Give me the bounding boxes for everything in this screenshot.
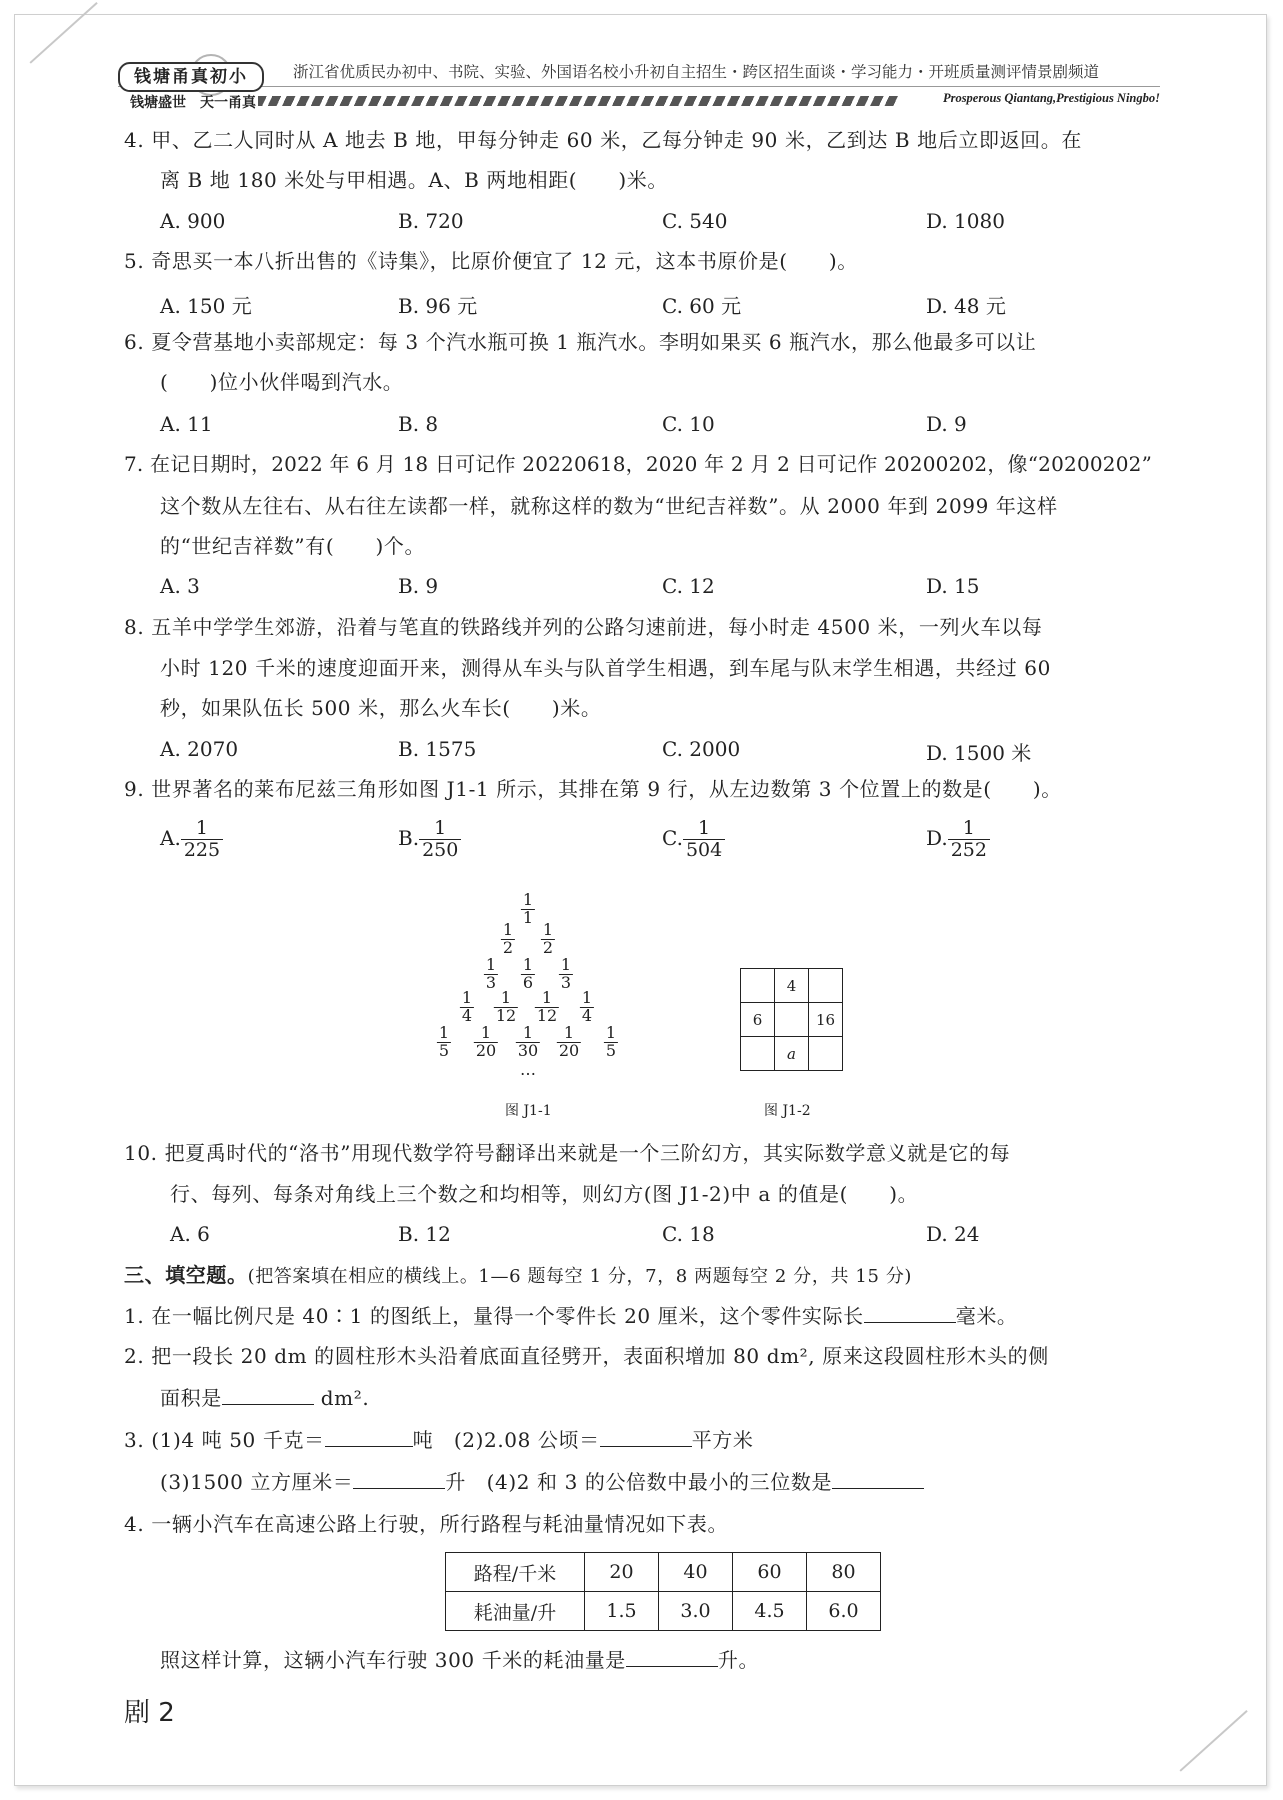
question-6-line-1: 6. 夏令营基地小卖部规定：每 3 个汽水瓶可换 1 瓶汽水。李明如果买 6 瓶汽水，那么他最多可以让 — [124, 330, 1037, 354]
question-5-option-d: D. 48 元 — [926, 294, 1006, 318]
triangle-cell: $\frac{1}{30}$ — [517, 1023, 539, 1060]
answer-blank[interactable] — [222, 1386, 314, 1405]
question-7-option-b: B. 9 — [398, 574, 439, 598]
triangle-cell: $\frac{1}{20}$ — [475, 1023, 497, 1060]
header-slogan: 钱塘盛世 天一甬真 — [130, 95, 256, 111]
magic-cell — [741, 1037, 775, 1071]
question-9-option-a: A. $\frac{1}{225}$ — [160, 818, 223, 861]
header-stripes — [258, 96, 898, 106]
triangle-cell: $\frac{1}{5}$ — [605, 1023, 617, 1060]
question-8-line-1: 8. 五羊中学学生郊游，沿着与笔直的铁路线并列的公路匀速前进，每小时走 4500 米，一列火车以每 — [124, 615, 1043, 639]
fuel-consumption-table — [445, 1552, 881, 1631]
question-10-option-c: C. 18 — [662, 1222, 715, 1246]
header-rule — [118, 86, 1160, 87]
answer-blank[interactable] — [832, 1470, 924, 1489]
question-6-line-2: ( )位小伙伴喝到汽水。 — [160, 370, 404, 394]
answer-blank[interactable] — [626, 1648, 718, 1667]
question-4-line-2: 离 B 地 180 米处与甲相遇。A、B 两地相距( )米。 — [160, 168, 669, 192]
fill-question-3-line-2: (3)1500 立方厘米＝ 升 (4)2 和 3 的公倍数中最小的三位数是 — [160, 1470, 924, 1494]
answer-blank[interactable] — [353, 1470, 445, 1489]
question-10-option-a: A. 6 — [170, 1222, 210, 1246]
triangle-cell: $\frac{1}{12}$ — [536, 988, 558, 1025]
question-9-option-b: B. $\frac{1}{250}$ — [398, 818, 461, 861]
magic-cell — [741, 969, 775, 1003]
question-10-line-1: 10. 把夏禹时代的“洛书”用现代数学符号翻译出来就是一个三阶幻方，其实际数学意义就是它的每 — [124, 1141, 1011, 1165]
question-10-option-d: D. 24 — [926, 1222, 980, 1246]
question-7-option-a: A. 3 — [160, 574, 200, 598]
question-4-option-b: B. 720 — [398, 209, 464, 233]
question-5-line-1: 5. 奇思买一本八折出售的《诗集》，比原价便宜了 12 元，这本书原价是( )。 — [124, 249, 858, 273]
question-5-option-a: A. 150 元 — [160, 294, 252, 318]
question-8-option-a: A. 2070 — [160, 737, 239, 761]
question-8-option-b: B. 1575 — [398, 737, 477, 761]
magic-cell — [809, 1037, 843, 1071]
question-10-option-b: B. 12 — [398, 1222, 451, 1246]
table-row-header: 路程/千米 — [446, 1553, 585, 1592]
page-header — [118, 56, 1160, 111]
question-4-line-1: 4. 甲、乙二人同时从 A 地去 B 地，甲每分钟走 60 米，乙每分钟走 90 米，乙到达 B 地后立即返回。在 — [124, 128, 1082, 152]
question-7-line-2: 这个数从左往右、从右往左读都一样，就称这样的数为“世纪吉祥数”。从 2000 年到 2099 年这样 — [160, 494, 1058, 518]
table-cell: 1.5 — [585, 1592, 659, 1631]
question-5-option-c: C. 60 元 — [662, 294, 742, 318]
question-6-option-c: C. 10 — [662, 412, 715, 436]
question-4-option-a: A. 900 — [160, 209, 226, 233]
triangle-cell: $\frac{1}{12}$ — [495, 988, 517, 1025]
header-motto: Prosperous Qiantang,Prestigious Ningbo! — [942, 91, 1160, 105]
question-8-line-3: 秒，如果队伍长 500 米，那么火车长( )米。 — [160, 696, 602, 720]
table-cell: 40 — [659, 1553, 733, 1592]
fill-question-1: 1. 在一幅比例尺是 40∶1 的图纸上，量得一个零件长 20 厘米，这个零件实际长 毫米。 — [124, 1304, 1018, 1328]
magic-square-figure — [740, 968, 843, 1071]
triangle-cell: $\frac{1}{5}$ — [438, 1023, 450, 1060]
triangle-cell: $\frac{1}{4}$ — [581, 988, 593, 1025]
header-tagline: 浙江省优质民办初中、书院、实验、外国语名校小升初自主招生・跨区招生面谈・学习能力・开班质量测评情景剧频道 — [293, 63, 1100, 81]
brand-logo: 钱塘甬真初小 — [118, 62, 264, 92]
answer-blank[interactable] — [864, 1304, 956, 1323]
table-cell: 4.5 — [733, 1592, 807, 1631]
magic-cell: 4 — [775, 969, 809, 1003]
triangle-cell: $\frac{1}{20}$ — [558, 1023, 580, 1060]
question-9-line-1: 9. 世界著名的莱布尼兹三角形如图 J1-1 所示，其排在第 9 行，从左边数第 3 个位置上的数是( )。 — [124, 777, 1062, 801]
magic-cell: a — [775, 1037, 809, 1071]
question-8-option-d: D. 1500 米 — [926, 741, 1032, 765]
question-6-option-a: A. 11 — [160, 412, 213, 436]
section-3-heading: 三、填空题。(把答案填在相应的横线上。1—6 题每空 1 分，7，8 两题每空 2 分，共 15 分) — [124, 1263, 913, 1287]
figure-caption-j1-1: 图 J1-1 — [505, 1103, 552, 1119]
magic-cell — [775, 1003, 809, 1037]
question-9-option-d: D. $\frac{1}{252}$ — [926, 818, 990, 861]
answer-blank[interactable] — [325, 1428, 413, 1447]
table-cell: 3.0 — [659, 1592, 733, 1631]
question-7-option-d: D. 15 — [926, 574, 980, 598]
fill-question-4-line-1: 4. 一辆小汽车在高速公路上行驶，所行路程与耗油量情况如下表。 — [124, 1512, 729, 1536]
question-8-line-2: 小时 120 千米的速度迎面开来，测得从车头与队首学生相遇，到车尾与队末学生相遇，共经过 60 — [160, 656, 1051, 680]
fill-question-3-line-1: 3. (1)4 吨 50 千克＝ 吨 (2)2.08 公顷＝ 平方米 — [124, 1428, 754, 1452]
table-cell: 60 — [733, 1553, 807, 1592]
magic-cell — [809, 969, 843, 1003]
question-5-option-b: B. 96 元 — [398, 294, 478, 318]
table-cell: 80 — [807, 1553, 881, 1592]
fill-question-2-line-1: 2. 把一段长 20 dm 的圆柱形木头沿着底面直径劈开，表面积增加 80 dm², 原来这段圆柱形木头的侧 — [124, 1344, 1049, 1368]
triangle-cell: $\frac{1}{2}$ — [502, 920, 514, 957]
question-7-option-c: C. 12 — [662, 574, 715, 598]
table-cell: 20 — [585, 1553, 659, 1592]
question-6-option-b: B. 8 — [398, 412, 439, 436]
triangle-cell: $\frac{1}{3}$ — [560, 955, 572, 992]
triangle-cell: $\frac{1}{3}$ — [485, 955, 497, 992]
triangle-cell: $\frac{1}{6}$ — [522, 955, 534, 992]
triangle-cell: $\frac{1}{1}$ — [522, 890, 534, 927]
triangle-ellipsis: … — [520, 1060, 536, 1079]
question-4-option-c: C. 540 — [662, 209, 728, 233]
page-number: 剧 2 — [124, 1698, 175, 1728]
magic-cell: 6 — [741, 1003, 775, 1037]
answer-blank[interactable] — [600, 1428, 692, 1447]
magic-cell: 16 — [809, 1003, 843, 1037]
question-7-line-1: 7. 在记日期时，2022 年 6 月 18 日可记作 20220618，2020 年 2 月 2 日可记作 20200202，像“20200202” — [124, 452, 1152, 476]
question-6-option-d: D. 9 — [926, 412, 967, 436]
triangle-cell: $\frac{1}{2}$ — [542, 920, 554, 957]
table-row-header: 耗油量/升 — [446, 1592, 585, 1631]
question-9-option-c: C. $\frac{1}{504}$ — [662, 818, 725, 861]
fill-question-4-line-2: 照这样计算，这辆小汽车行驶 300 千米的耗油量是 升。 — [160, 1648, 760, 1672]
question-10-line-2: 行、每列、每条对角线上三个数之和均相等，则幻方(图 J1-2)中 a 的值是( )。 — [170, 1182, 919, 1206]
triangle-cell: $\frac{1}{4}$ — [461, 988, 473, 1025]
question-8-option-c: C. 2000 — [662, 737, 741, 761]
question-4-option-d: D. 1080 — [926, 209, 1005, 233]
fill-question-2-line-2: 面积是 dm². — [160, 1386, 370, 1410]
table-cell: 6.0 — [807, 1592, 881, 1631]
figure-caption-j1-2: 图 J1-2 — [764, 1103, 811, 1119]
question-7-line-3: 的“世纪吉祥数”有( )个。 — [160, 534, 426, 558]
